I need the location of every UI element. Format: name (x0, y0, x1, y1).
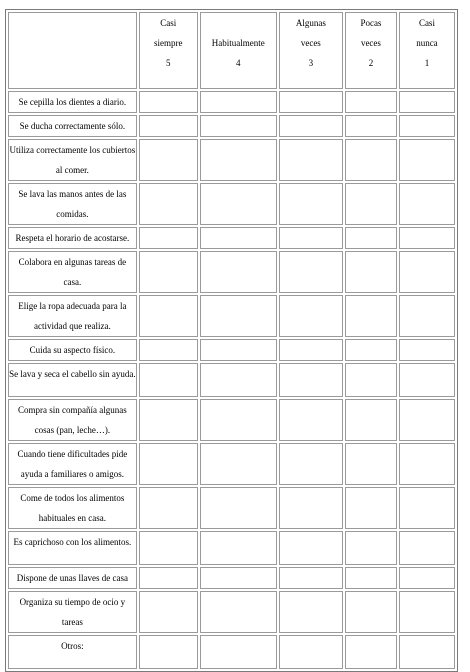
header-casi-siempre (139, 12, 198, 89)
header-pocas-veces (345, 12, 397, 89)
activity-label: Dispone de unas llaves de casa (8, 567, 137, 589)
table-row (8, 183, 455, 225)
rating-cell[interactable] (345, 487, 397, 529)
rating-cell[interactable] (139, 363, 198, 397)
activity-label: Cuando tiene dificultades pide ayuda a familiares o amigos. (8, 443, 137, 485)
table-row (8, 635, 455, 669)
evaluation-table (5, 9, 458, 672)
rating-cell[interactable] (200, 251, 277, 293)
rating-cell[interactable] (399, 567, 455, 589)
rating-cell[interactable] (279, 567, 343, 589)
rating-cell[interactable] (279, 443, 343, 485)
table-row (8, 139, 455, 181)
header-line: Casi (418, 18, 435, 28)
rating-cell[interactable] (345, 91, 397, 113)
rating-cell[interactable] (399, 227, 455, 249)
rating-cell[interactable] (200, 295, 277, 337)
rating-cell[interactable] (279, 531, 343, 565)
header-line: Casi (160, 18, 177, 28)
rating-cell[interactable] (345, 139, 397, 181)
rating-cell[interactable] (139, 531, 198, 565)
header-line: Algunas (295, 18, 326, 28)
header-empty-cell (8, 12, 137, 89)
header-score: 1 (424, 58, 430, 68)
rating-cell[interactable] (399, 183, 455, 225)
table-row (8, 227, 455, 249)
rating-cell[interactable] (200, 399, 277, 441)
table-row (8, 399, 455, 441)
rating-cell[interactable] (345, 363, 397, 397)
rating-cell[interactable] (279, 115, 343, 137)
rating-cell[interactable] (345, 399, 397, 441)
rating-cell[interactable] (200, 363, 277, 397)
rating-cell[interactable] (139, 487, 198, 529)
table-row (8, 567, 455, 589)
header-line (201, 13, 276, 33)
rating-cell[interactable] (200, 183, 277, 225)
rating-cell[interactable] (345, 183, 397, 225)
header-score: 5 (166, 58, 171, 68)
rating-cell[interactable] (139, 139, 198, 181)
rating-cell[interactable] (279, 251, 343, 293)
header-algunas-veces (279, 12, 343, 89)
rating-cell[interactable] (399, 399, 455, 441)
header-line: veces (300, 38, 321, 48)
rating-cell[interactable] (279, 295, 343, 337)
header-score: 4 (236, 58, 241, 68)
rating-cell[interactable] (139, 591, 198, 633)
rating-cell[interactable] (279, 139, 343, 181)
table-row (8, 531, 455, 565)
rating-cell[interactable] (279, 227, 343, 249)
rating-cell[interactable] (200, 443, 277, 485)
rating-cell[interactable] (345, 251, 397, 293)
activity-label: Compra sin compañía algunas cosas (pan, leche…). (8, 399, 137, 441)
activity-label: Se lava y seca el cabello sin ayuda. (8, 363, 137, 397)
rating-cell[interactable] (279, 591, 343, 633)
rating-cell[interactable] (200, 115, 277, 137)
rating-cell[interactable] (139, 227, 198, 249)
rating-cell[interactable] (279, 635, 343, 669)
header-habitualmente (200, 12, 277, 89)
rating-cell[interactable] (139, 91, 198, 113)
table-row (8, 591, 455, 633)
header-line: veces (360, 38, 381, 48)
rating-cell[interactable] (345, 295, 397, 337)
table-row (8, 115, 455, 137)
rating-cell[interactable] (399, 115, 455, 137)
rating-cell[interactable] (139, 295, 198, 337)
rating-cell[interactable] (139, 251, 198, 293)
activity-label: Se cepilla los dientes a diario. (8, 91, 137, 113)
rating-cell[interactable] (200, 91, 277, 113)
table-row (8, 91, 455, 113)
rating-cell[interactable] (399, 635, 455, 669)
rating-cell[interactable] (200, 591, 277, 633)
rating-cell[interactable] (200, 531, 277, 565)
rating-cell[interactable] (399, 91, 455, 113)
activity-label: Es caprichoso con los alimentos. (8, 531, 137, 565)
header-line: siempre (154, 38, 183, 48)
rating-cell[interactable] (200, 339, 277, 361)
rating-cell[interactable] (399, 443, 455, 485)
activity-label: Cuida su aspecto físico. (8, 339, 137, 361)
rating-cell[interactable] (399, 339, 455, 361)
table-row (8, 339, 455, 361)
activity-label: Se lava las manos antes de las comidas. (8, 183, 137, 225)
activity-label: Elige la ropa adecuada para la actividad que realiza. (8, 295, 137, 337)
rating-cell[interactable] (399, 531, 455, 565)
rating-cell[interactable] (200, 567, 277, 589)
activity-label: Come de todos los alimentos habituales en casa. (8, 487, 137, 529)
rating-cell[interactable] (345, 443, 397, 485)
rating-cell[interactable] (139, 115, 198, 137)
activity-label: Se ducha correctamente sólo. (8, 115, 137, 137)
rating-cell[interactable] (200, 635, 277, 669)
rating-cell[interactable] (345, 567, 397, 589)
activity-label: Colabora en algunas tareas de casa. (8, 251, 137, 293)
rating-cell[interactable] (399, 363, 455, 397)
header-line: nunca (416, 38, 438, 48)
rating-cell[interactable] (139, 183, 198, 225)
rating-cell[interactable] (139, 399, 198, 441)
table-row (8, 295, 455, 337)
rating-cell[interactable] (345, 531, 397, 565)
rating-cell[interactable] (345, 227, 397, 249)
rating-cell[interactable] (345, 635, 397, 669)
table-row (8, 363, 455, 397)
rating-cell[interactable] (279, 183, 343, 225)
rating-cell[interactable] (399, 591, 455, 633)
activity-label: Respeta el horario de acostarse. (8, 227, 137, 249)
header-row (8, 12, 455, 89)
rating-cell[interactable] (139, 443, 198, 485)
table-row (8, 487, 455, 529)
rating-cell[interactable] (139, 635, 198, 669)
table-row (8, 443, 455, 485)
activity-label: Utiliza correctamente los cubiertos al comer. (8, 139, 137, 181)
header-casi-nunca (399, 12, 455, 89)
activity-label: Organiza su tiempo de ocio y tareas (8, 591, 137, 633)
rating-cell[interactable] (279, 339, 343, 361)
rating-cell[interactable] (139, 567, 198, 589)
rating-cell[interactable] (345, 115, 397, 137)
rating-cell[interactable] (279, 91, 343, 113)
rating-cell[interactable] (345, 591, 397, 633)
activity-label: Otros: (8, 635, 137, 669)
table-row (8, 251, 455, 293)
rating-cell[interactable] (279, 363, 343, 397)
rating-cell[interactable] (399, 139, 455, 181)
rating-cell[interactable] (200, 227, 277, 249)
rating-cell[interactable] (279, 399, 343, 441)
header-score: 2 (368, 58, 374, 68)
rating-cell[interactable] (399, 487, 455, 529)
rating-cell[interactable] (279, 487, 343, 529)
rating-cell[interactable] (200, 139, 277, 181)
header-line: Habitualmente (211, 38, 265, 48)
header-score: 3 (308, 58, 314, 68)
rating-cell[interactable] (345, 339, 397, 361)
rating-cell[interactable] (200, 487, 277, 529)
header-line: Pocas (360, 18, 382, 28)
rating-cell[interactable] (399, 251, 455, 293)
rating-cell[interactable] (139, 339, 198, 361)
rating-cell[interactable] (399, 295, 455, 337)
